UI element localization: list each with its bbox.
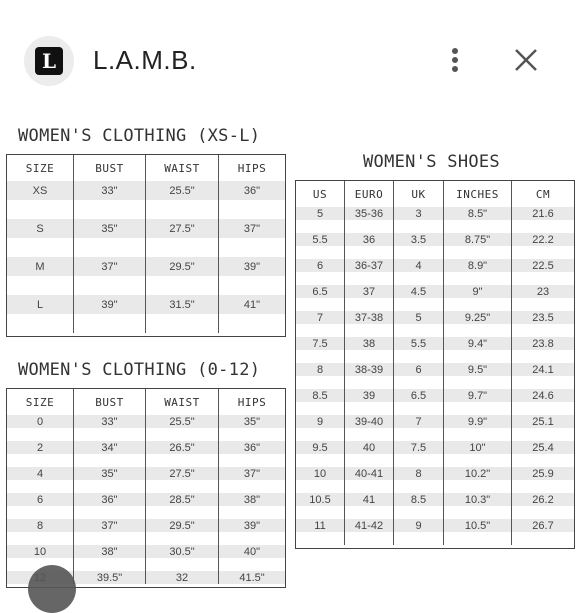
- table-cell: 4.5: [394, 285, 444, 298]
- table-row: [7, 467, 285, 480]
- table-row: [296, 337, 574, 350]
- table-cell: 36": [219, 181, 286, 200]
- table-cell: 36": [219, 441, 286, 454]
- table-cell: S: [7, 219, 74, 238]
- table-row: [7, 219, 285, 238]
- table-cell: 5.5: [296, 233, 345, 246]
- table-row-spacer: [7, 428, 285, 441]
- table-cell: 11: [296, 519, 345, 532]
- table-cell: 38": [74, 545, 146, 558]
- table-cell: 5: [296, 207, 345, 220]
- table-row-spacer: [7, 480, 285, 493]
- table-row-spacer: [296, 402, 574, 415]
- table-cell: 27.5": [146, 219, 219, 238]
- table-cell: 36-37: [345, 259, 394, 272]
- table-row-spacer: [296, 220, 574, 233]
- floating-action-button[interactable]: [28, 565, 76, 613]
- table-row-spacer: [296, 506, 574, 519]
- table-cell: 39.5": [74, 571, 146, 584]
- table-cell: 35-36: [345, 207, 394, 220]
- table-cell: 26.2: [512, 493, 575, 506]
- table-row: [7, 441, 285, 454]
- table-cell: 34": [74, 441, 146, 454]
- table-cell: 25.1: [512, 415, 575, 428]
- table-cell: 35": [74, 219, 146, 238]
- table-cell: 30.5": [146, 545, 219, 558]
- table-cell: 2: [7, 441, 74, 454]
- table-row-spacer: [7, 454, 285, 467]
- table-cell: 4: [7, 467, 74, 480]
- table-cell: 8.9": [444, 259, 512, 272]
- table-row: [296, 363, 574, 376]
- table-cell: 8.5: [296, 389, 345, 402]
- table-cell: 8: [296, 363, 345, 376]
- table-cell: 36: [345, 233, 394, 246]
- table-cell: 41.5": [219, 571, 286, 584]
- table-row-spacer: [296, 454, 574, 467]
- table-row-spacer: [296, 246, 574, 259]
- brand-logo[interactable]: [24, 36, 74, 86]
- table-cell: 3.5: [394, 233, 444, 246]
- table-cell: 25.9: [512, 467, 575, 480]
- table-cell: 37": [219, 219, 286, 238]
- table-cell: 25.5": [146, 181, 219, 200]
- table-cell: 9.5: [296, 441, 345, 454]
- table-cell: 10.3": [444, 493, 512, 506]
- table-row-spacer: [296, 298, 574, 311]
- table-cell: 9: [296, 415, 345, 428]
- col-header: EURO: [345, 181, 394, 207]
- table-row-spacer: [7, 532, 285, 545]
- table-row: [296, 415, 574, 428]
- table-row: [296, 233, 574, 246]
- table-cell: XS: [7, 181, 74, 200]
- table-cell: 39": [74, 295, 146, 314]
- table-cell: 10.5": [444, 519, 512, 532]
- table-cell: 10": [444, 441, 512, 454]
- table-cell: 33": [74, 415, 146, 428]
- table-row-spacer: [296, 428, 574, 441]
- table-cell: 37-38: [345, 311, 394, 324]
- table-cell: 24.6: [512, 389, 575, 402]
- table-row-spacer: [7, 506, 285, 519]
- table-row-spacer: [296, 350, 574, 363]
- table-cell: 37": [219, 467, 286, 480]
- col-header: BUST: [74, 155, 146, 181]
- table-cell: 38": [219, 493, 286, 506]
- table-cell: 23: [512, 285, 575, 298]
- table-cell: 25.5": [146, 415, 219, 428]
- table-row-spacer: [7, 238, 285, 257]
- table-cell: 0: [7, 415, 74, 428]
- table-row: [7, 415, 285, 428]
- table-cell: 38-39: [345, 363, 394, 376]
- table-cell: 39": [219, 519, 286, 532]
- table-cell: 41": [219, 295, 286, 314]
- table-cell: 10.2": [444, 467, 512, 480]
- table-cell: 23.5: [512, 311, 575, 324]
- table-cell: 7.5: [394, 441, 444, 454]
- table-cell: 37: [345, 285, 394, 298]
- table-cell: 26.7: [512, 519, 575, 532]
- table-cell: 10.5: [296, 493, 345, 506]
- table-cell: 5.5: [394, 337, 444, 350]
- table-cell: 8: [7, 519, 74, 532]
- logo-letter: L: [35, 47, 63, 75]
- table-cell: 9.25": [444, 311, 512, 324]
- table-cell: 41: [345, 493, 394, 506]
- table-cell: 8: [394, 467, 444, 480]
- table-cell: 37": [74, 519, 146, 532]
- shoes-table: [295, 180, 575, 549]
- table-cell: 8.75": [444, 233, 512, 246]
- table-row: [296, 441, 574, 454]
- table-cell: 9.4": [444, 337, 512, 350]
- table-cell: 9.7": [444, 389, 512, 402]
- more-vert-icon[interactable]: [444, 44, 466, 76]
- clothing-0-12-title: WOMEN'S CLOTHING (0-12): [18, 360, 261, 380]
- table-cell: 8.5": [444, 207, 512, 220]
- table-row: [296, 467, 574, 480]
- brand-name: L.A.M.B.: [93, 45, 197, 75]
- col-header: HIPS: [219, 155, 286, 181]
- table-cell: 40": [219, 545, 286, 558]
- table-cell: 31.5": [146, 295, 219, 314]
- clothing-xs-l-table: [6, 154, 286, 337]
- col-header: US: [312, 187, 328, 201]
- table-cell: 39-40: [345, 415, 394, 428]
- table-row: [296, 207, 574, 220]
- table-row-spacer: [7, 200, 285, 219]
- table-cell: 29.5": [146, 519, 219, 532]
- table-cell: 38: [345, 337, 394, 350]
- table-cell: 40-41: [345, 467, 394, 480]
- table-cell: 22.5: [512, 259, 575, 272]
- table-cell: M: [7, 257, 74, 276]
- table-cell: 28.5": [146, 493, 219, 506]
- table-row: [7, 493, 285, 506]
- table-cell: 27.5": [146, 467, 219, 480]
- table-cell: 10: [7, 545, 74, 558]
- table-cell: 9": [444, 285, 512, 298]
- table-cell: 7: [296, 311, 345, 324]
- table-row-spacer: [296, 324, 574, 337]
- col-header: WAIST: [146, 389, 219, 415]
- table-cell: 36": [74, 493, 146, 506]
- table-cell: 21.6: [512, 207, 575, 220]
- table-row: [7, 545, 285, 558]
- table-cell: 6: [394, 363, 444, 376]
- table-cell: 26.5": [146, 441, 219, 454]
- table-row: [296, 389, 574, 402]
- table-cell: 33": [74, 181, 146, 200]
- table-cell: 7.5: [296, 337, 345, 350]
- table-cell: 32: [146, 571, 219, 584]
- col-header: UK: [394, 181, 444, 207]
- table-row: [7, 257, 285, 276]
- table-cell: 22.2: [512, 233, 575, 246]
- table-cell: L: [7, 295, 74, 314]
- clothing-xs-l-title: WOMEN'S CLOTHING (XS-L): [18, 126, 261, 146]
- app-header: [0, 0, 580, 120]
- table-row: [296, 285, 574, 298]
- table-cell: 9.5": [444, 363, 512, 376]
- table-cell: 10: [296, 467, 345, 480]
- table-cell: 40: [345, 441, 394, 454]
- table-cell: 3: [394, 207, 444, 220]
- table-row-spacer: [296, 376, 574, 389]
- col-header: HIPS: [219, 389, 286, 415]
- table-row-spacer: [296, 532, 574, 545]
- table-cell: 9.9": [444, 415, 512, 428]
- table-cell: 35": [219, 415, 286, 428]
- table-row-spacer: [7, 276, 285, 295]
- table-cell: 6: [7, 493, 74, 506]
- table-cell: 9: [394, 519, 444, 532]
- table-cell: 29.5": [146, 257, 219, 276]
- table-cell: 37": [74, 257, 146, 276]
- table-cell: 6.5: [394, 389, 444, 402]
- table-cell: 41-42: [345, 519, 394, 532]
- shoes-title: WOMEN'S SHOES: [363, 152, 500, 172]
- col-header: SIZE: [25, 161, 55, 175]
- col-header: CM: [512, 181, 575, 207]
- table-cell: 35": [74, 467, 146, 480]
- table-row: [296, 311, 574, 324]
- table-cell: 7: [394, 415, 444, 428]
- table-cell: 6.5: [296, 285, 345, 298]
- table-row: [7, 519, 285, 532]
- table-cell: 4: [394, 259, 444, 272]
- table-row: [7, 295, 285, 314]
- table-cell: 5: [394, 311, 444, 324]
- table-row: [7, 181, 285, 200]
- table-row: [296, 259, 574, 272]
- table-cell: 25.4: [512, 441, 575, 454]
- col-header: INCHES: [444, 181, 512, 207]
- col-header: WAIST: [146, 155, 219, 181]
- close-icon[interactable]: [510, 44, 542, 76]
- table-cell: 24.1: [512, 363, 575, 376]
- table-cell: 39": [219, 257, 286, 276]
- clothing-0-12-table: [6, 388, 286, 588]
- table-row: [296, 493, 574, 506]
- table-row-spacer: [296, 480, 574, 493]
- table-cell: 6: [296, 259, 345, 272]
- table-row: [296, 519, 574, 532]
- table-cell: 23.8: [512, 337, 575, 350]
- table-row-spacer: [7, 314, 285, 333]
- table-cell: 8.5: [394, 493, 444, 506]
- table-row-spacer: [296, 272, 574, 285]
- col-header: SIZE: [25, 395, 55, 409]
- table-cell: 39: [345, 389, 394, 402]
- col-header: BUST: [74, 389, 146, 415]
